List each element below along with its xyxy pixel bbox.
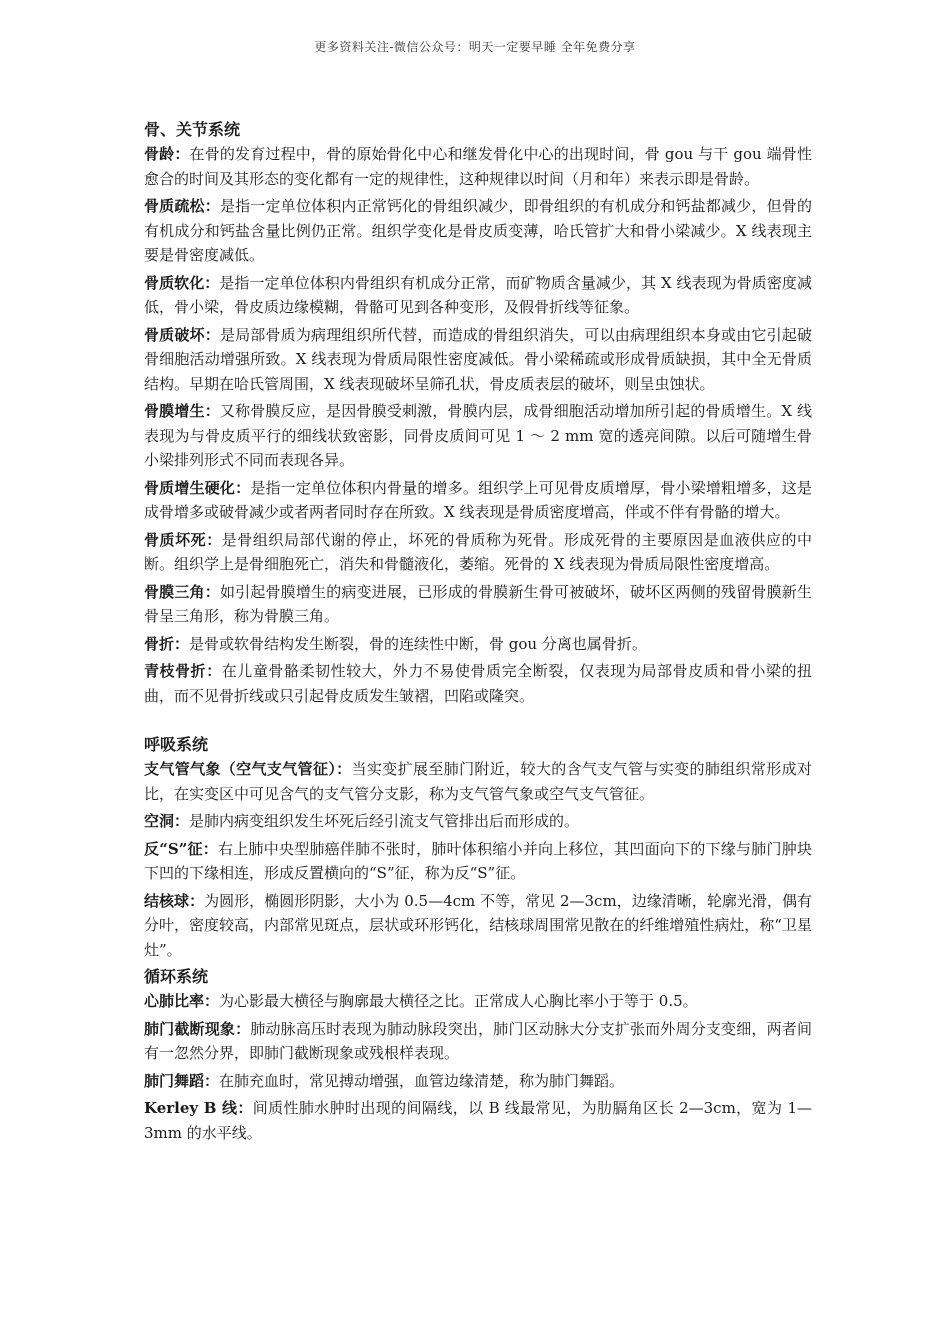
entry-kerley-b-line	[144, 1096, 812, 1145]
entry-hilar-dance	[144, 1069, 812, 1094]
document-body	[144, 118, 812, 1148]
entry-osteoporosis	[144, 194, 812, 268]
definition: 间质性肺水肿时出现的间隔线，以 B 线最常见，为肋膈角区长 2—3cm，宽为 1—3mm 的水平线。	[144, 1099, 813, 1142]
term: 骨膜三角：	[144, 582, 220, 601]
definition: 又称骨膜反应，是因骨膜受刺激，骨膜内层，成骨细胞活动增加所引起的骨质增生。X 线表现为与骨皮质平行的细线状致密影，同骨皮质间可见 1 ～ 2 mm 宽的透亮间隙。以后可随增生骨小梁排列形式不同而表现各异。	[144, 402, 812, 469]
term: 心肺比率：	[144, 992, 220, 1010]
entry-fracture	[144, 632, 812, 657]
definition: 是骨组织局部代谢的停止，坏死的骨质称为死骨。形成死骨的主要原因是血液供应的中断。组织学上是骨细胞死亡，消失和骨髓液化，萎缩。死骨的 X 线表现为骨质局限性密度增高。	[144, 530, 812, 573]
term: 支气管气象（空气支气管征）：	[144, 760, 352, 778]
definition: 右上肺中央型肺癌伴肺不张时，肺叶体积缩小并向上移位，其凹面向下的下缘与肺门肿块下凹的下缘相连，形成反置横向的“S”征，称为反“S”征。	[144, 839, 812, 882]
definition: 是指一定单位体积内正常钙化的骨组织减少，即骨组织的有机成分和钙盐都减少，但骨的有机成分和钙盐含量比例仍正常。组织学变化是骨皮质变薄，哈氏管扩大和骨小梁减少。X 线表现主要是骨密度减低。	[144, 197, 812, 264]
term: 骨质软化：	[144, 273, 220, 292]
entry-osteomalacia	[144, 271, 812, 320]
term: 青枝骨折：	[144, 662, 222, 680]
entry-hilar-cutoff	[144, 1017, 812, 1066]
definition: 当实变扩展至肺门附近，较大的含气支气管与实变的肺组织常形成对比，在实变区中可见含气的支气管分支影，称为支气管气象或空气支气管征。	[144, 760, 812, 803]
definition: 是局部骨质为病理组织所代替，而造成的骨组织消失，可以由病理组织本身或由它引起破骨细胞活动增强所致。X 线表现为骨质局限性密度减低。骨小梁稀疏或形成骨质缺损，其中全无骨质结构。早期在哈氏管周围，X 线表现破坏呈筛孔状，骨皮质表层的破坏，则呈虫蚀状。	[144, 325, 812, 393]
entry-bone-necrosis	[144, 528, 812, 577]
section-title-bone-joint: 骨、关节系统	[144, 120, 241, 139]
entry-cavity	[144, 809, 812, 834]
definition: 是指一定单位体积内骨组织有机成分正常，而矿物质含量减少，其 X 线表现为骨质密度减低，骨小梁，骨皮质边缘模糊，骨骼可见到各种变形，及假骨折线等征象。	[144, 273, 812, 316]
page-header: 更多资料关注-微信公众号：明天一定要早睡 全年免费分享	[314, 40, 636, 54]
entry-periosteal-proliferation	[144, 399, 812, 473]
section-spacer	[144, 711, 812, 733]
definition: 是肺内病变组织发生坏死后经引流支气管排出后而形成的。	[189, 812, 580, 830]
section-title-circulatory: 循环系统	[144, 967, 209, 986]
entry-cardiothoracic-ratio	[144, 989, 812, 1014]
term: 结核球：	[144, 891, 205, 910]
term: 肺门舞蹈：	[144, 1071, 220, 1090]
term: Kerley B 线：	[144, 1099, 253, 1117]
entry-bone-age	[144, 142, 812, 191]
definition: 为心影最大横径与胸廓最大横径之比。正常成人心胸比率小于等于 0.5。	[219, 992, 698, 1010]
definition: 在肺充血时，常见搏动增强，血管边缘清楚，称为肺门舞蹈。	[219, 1071, 625, 1090]
section-title-respiratory: 呼吸系统	[144, 735, 209, 754]
definition: 肺动脉高压时表现为肺动脉段突出，肺门区动脉大分支扩张而外周分支变细，两者间有一忽然分界，即肺门截断现象或残根样表现。	[144, 1019, 812, 1062]
definition: 为圆形，椭圆形阴影，大小为 0.5—4cm 不等，常见 2—3cm，边缘清晰，轮廓光滑，偶有分叶，密度较高，内部常见斑点，层状或环形钙化，结核球周围常见散在的纤维增殖性病灶，称“卫星灶”。	[144, 891, 812, 959]
definition: 是指一定单位体积内骨量的增多。组织学上可见骨皮质增厚，骨小梁增粗增多，这是成骨增多或破骨减少或者两者同时存在所致。X 线表现是骨质密度增高，伴或不伴有骨骼的增大。	[144, 478, 812, 521]
entry-reverse-s-sign	[144, 837, 812, 886]
entry-greenstick-fracture	[144, 659, 812, 708]
term: 骨质疏松：	[144, 197, 220, 215]
entry-periosteal-triangle	[144, 580, 812, 629]
term: 肺门截断现象：	[144, 1019, 251, 1038]
definition: 是骨或软骨结构发生断裂，骨的连续性中断，骨 gou 分离也属骨折。	[189, 634, 647, 653]
term: 骨质增生硬化：	[144, 478, 251, 497]
definition: 在骨的发育过程中，骨的原始骨化中心和继发骨化中心的出现时间，骨 gou 与干 gou 端骨性愈合的时间及其形态的变化都有一定的规律性，这种规律以时间（月和年）来表示即是骨龄。	[144, 145, 812, 188]
entry-air-bronchogram	[144, 757, 812, 806]
definition: 在儿童骨骼柔韧性较大，外力不易使骨质完全断裂，仅表现为局部骨皮质和骨小梁的扭曲，而不见骨折线或只引起骨皮质发生皱褶，凹陷或隆突。	[144, 662, 812, 705]
term: 骨质破坏：	[144, 325, 220, 344]
term: 骨膜增生：	[144, 402, 220, 420]
definition: 如引起骨膜增生的病变进展，已形成的骨膜新生骨可被破坏，破坏区两侧的残留骨膜新生骨呈三角形，称为骨膜三角。	[144, 582, 812, 625]
entry-osteosclerosis	[144, 476, 812, 525]
entry-bone-destruction	[144, 323, 812, 397]
term: 骨质坏死：	[144, 530, 222, 549]
term: 骨龄：	[144, 145, 190, 163]
term: 空洞：	[144, 812, 190, 830]
term: 骨折：	[144, 634, 190, 653]
entry-tuberculoma	[144, 889, 812, 963]
term: 反“S”征：	[144, 839, 219, 858]
